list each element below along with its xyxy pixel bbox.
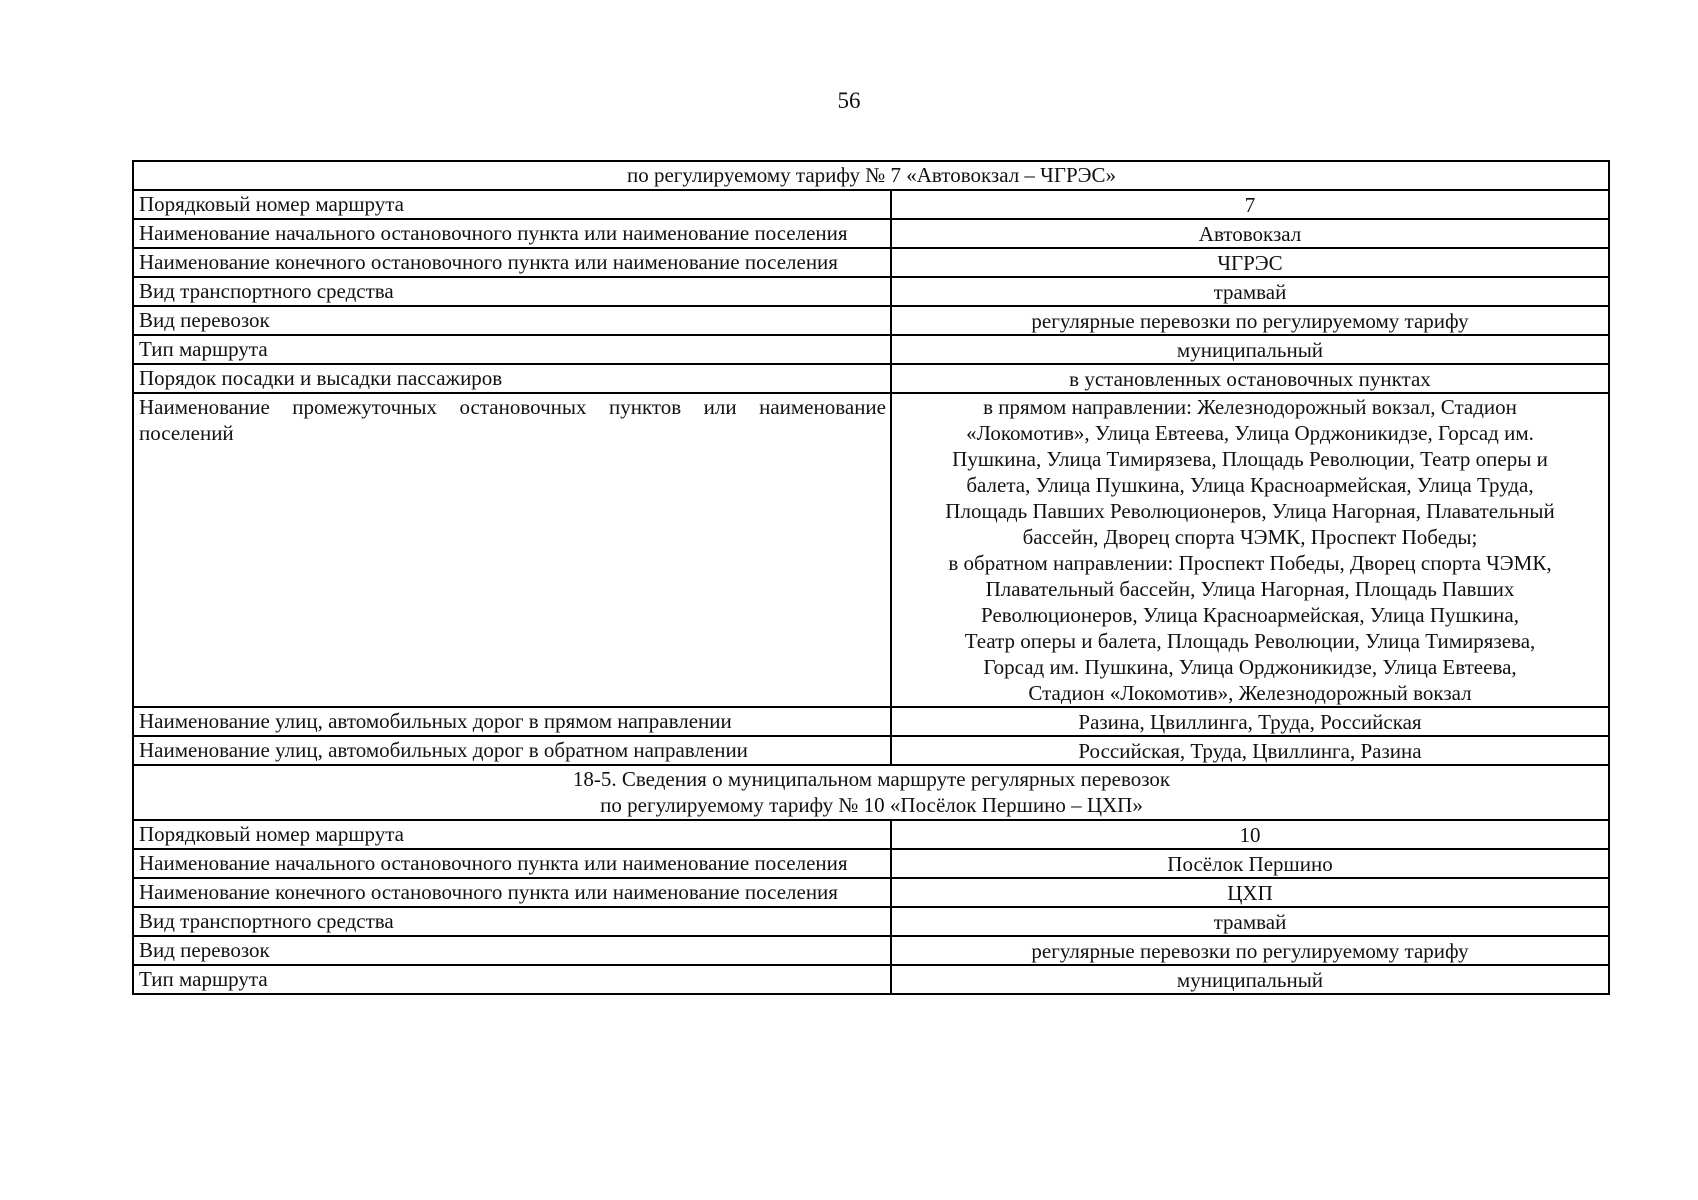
- row-label: Наименование начального остановочного пункта или наименование поселения: [133, 219, 891, 248]
- stops-line: «Локомотив», Улица Евтеева, Улица Орджоникидзе, Горсад им.: [966, 421, 1534, 445]
- table-row: [133, 277, 1609, 306]
- row-label: Тип маршрута: [133, 965, 891, 994]
- intermediate-stops-value: [891, 393, 1609, 707]
- page-number: 56: [837, 88, 861, 113]
- row-value: регулярные перевозки по регулируемому тарифу: [891, 936, 1609, 965]
- stops-line: в обратном направлении: Проспект Победы, Дворец спорта ЧЭМК,: [948, 551, 1552, 575]
- section-heading: 18-5. Сведения о муниципальном маршруте регулярных перевозок: [572, 767, 1171, 791]
- table-row: [133, 335, 1609, 364]
- stops-line: Площадь Павших Революционеров, Улица Нагорная, Плавательный: [945, 499, 1555, 523]
- row-value: трамвай: [891, 277, 1609, 306]
- stops-line: Театр оперы и балета, Площадь Революции, Улица Тимирязева,: [964, 629, 1536, 653]
- stops-line: Стадион «Локомотив», Железнодорожный вокзал: [1028, 681, 1472, 705]
- row-label: Порядковый номер маршрута: [133, 820, 891, 849]
- row-label: Наименование улиц, автомобильных дорог в прямом направлении: [133, 707, 891, 736]
- stops-line: бассейн, Дворец спорта ЧЭМК, Проспект Победы;: [1022, 525, 1478, 549]
- table-row: [133, 820, 1609, 849]
- table-row: [133, 219, 1609, 248]
- row-value: ЧГРЭС: [891, 248, 1609, 277]
- row-value: в установленных остановочных пунктах: [891, 364, 1609, 393]
- row-label: Тип маршрута: [133, 335, 891, 364]
- row-label: Вид перевозок: [133, 306, 891, 335]
- table-row: [133, 965, 1609, 994]
- row-label: Наименование конечного остановочного пункта или наименование поселения: [133, 248, 891, 277]
- route7-header-row: [133, 161, 1609, 190]
- row-label: Наименование конечного остановочного пункта или наименование поселения: [133, 878, 891, 907]
- row-value: 10: [891, 820, 1609, 849]
- stops-line: балета, Улица Пушкина, Улица Красноармейская, Улица Труда,: [966, 473, 1534, 497]
- table-row: [133, 364, 1609, 393]
- row-value: Автовокзал: [891, 219, 1609, 248]
- row-value: трамвай: [891, 907, 1609, 936]
- stops-line: в прямом направлении: Железнодорожный вокзал, Стадион: [983, 395, 1517, 419]
- route-info-table: [132, 160, 1610, 995]
- stops-line: Плавательный бассейн, Улица Нагорная, Площадь Павших: [985, 577, 1515, 601]
- route10-header: [133, 765, 1609, 820]
- row-label: Вид перевозок: [133, 936, 891, 965]
- row-label: Порядковый номер маршрута: [133, 190, 891, 219]
- row-label: Вид транспортного средства: [133, 907, 891, 936]
- table-row: [133, 907, 1609, 936]
- row-label: Наименование промежуточных остановочных пунктов или наименование поселений: [133, 393, 891, 707]
- row-value: ЦХП: [891, 878, 1609, 907]
- stops-line: Горсад им. Пушкина, Улица Орджоникидзе, Улица Евтеева,: [983, 655, 1517, 679]
- row-label: Порядок посадки и высадки пассажиров: [133, 364, 891, 393]
- section-subheading: по регулируемому тарифу № 10 «Посёлок Першино – ЦХП»: [600, 793, 1143, 817]
- row-label: Наименование улиц, автомобильных дорог в обратном направлении: [133, 736, 891, 765]
- table-row: [133, 736, 1609, 765]
- row-value: Российская, Труда, Цвиллинга, Разина: [891, 736, 1609, 765]
- table-row: [133, 393, 1609, 707]
- table-row: [133, 707, 1609, 736]
- row-label: Вид транспортного средства: [133, 277, 891, 306]
- row-value: регулярные перевозки по регулируемому тарифу: [891, 306, 1609, 335]
- row-value: Разина, Цвиллинга, Труда, Российская: [891, 707, 1609, 736]
- row-value: муниципальный: [891, 335, 1609, 364]
- row-value: Посёлок Першино: [891, 849, 1609, 878]
- table-row: [133, 190, 1609, 219]
- table-row: [133, 306, 1609, 335]
- table-row: [133, 936, 1609, 965]
- table-row: [133, 878, 1609, 907]
- stops-line: Революционеров, Улица Красноармейская, Улица Пушкина,: [981, 603, 1519, 627]
- route10-header-row: [133, 765, 1609, 820]
- route7-header: по регулируемому тарифу № 7 «Автовокзал – ЧГРЭС»: [133, 161, 1609, 190]
- stops-line: Пушкина, Улица Тимирязева, Площадь Революции, Театр оперы и: [952, 447, 1548, 471]
- table-row: [133, 248, 1609, 277]
- row-label: Наименование начального остановочного пункта или наименование поселения: [133, 849, 891, 878]
- row-value: муниципальный: [891, 965, 1609, 994]
- row-value: 7: [891, 190, 1609, 219]
- table-row: [133, 849, 1609, 878]
